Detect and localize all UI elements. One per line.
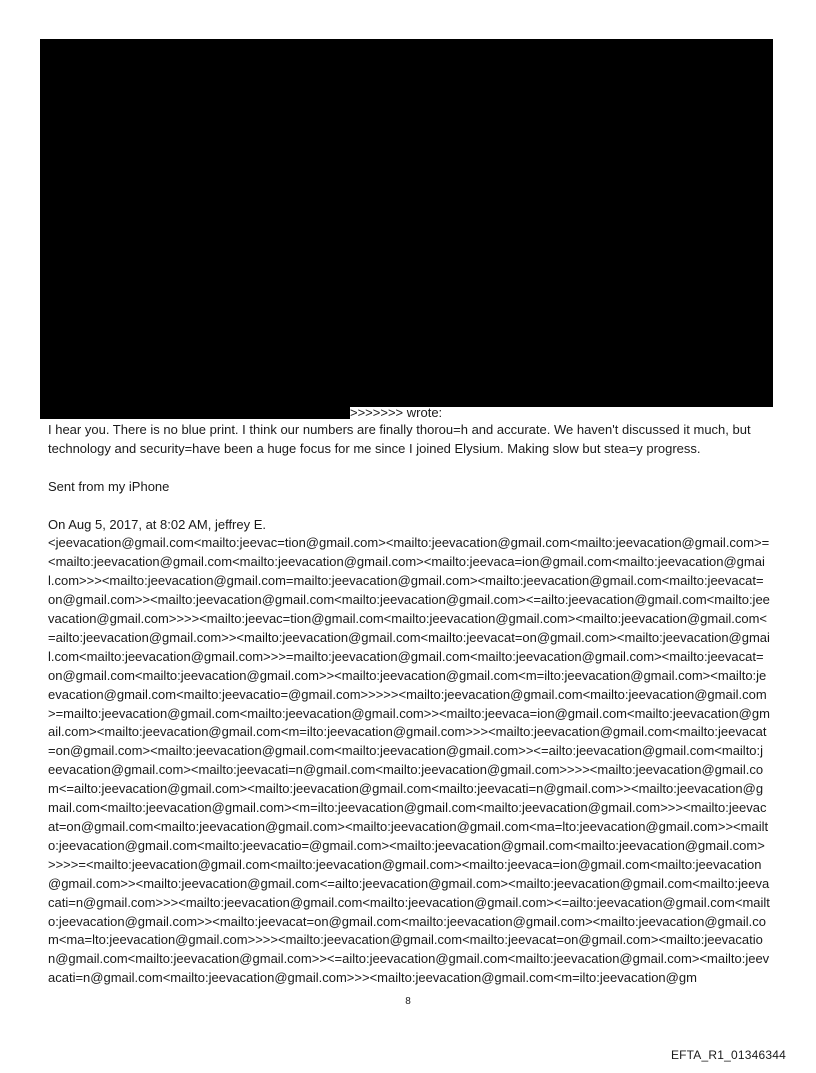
page-number: 8 — [405, 996, 411, 1007]
signature-line: Sent from my iPhone — [48, 478, 170, 494]
mailto-address-blob: <jeevacation@gmail.com<mailto:jeevac=tion@gmail.com><mailto:jeevacation@gmail.com<mailto:jeevacation@gmail.com>=<mailto:jeevacation@gmail.com<mailto:jeevacation@gmail.com><mailto:jeevaca=ion@gmail.com<mailto:jeevacation@gmail.com>>><mailto:jeevacation@gmail.com=mailto:jeevacation@gmail.com><mailto:jeevacation@gmail.com<mailto:jeevacat=on@gmail.com>><mailto:jeevacation@gmail.com<mailto:jeevacation@gmail.com><=ailto:jeevacation@gmail.com<mailto:jeevacation@gmail.com>>>><mailto:jeevac=tion@gmail.com<mailto:jeevacation@gmail.com><mailto:jeevacation@gmail.com<=ailto:jeevacation@gmail.com>><mailto:jeevacation@gmail.com<mailto:jeevacat=on@gmail.com><mailto:jeevacation@gmail.com<mailto:jeevacation@gmail.com>>>=mailto:jeevacation@gmail.com<mailto:jeevacation@gmail.com><mailto:jeevacat=on@gmail.com<mailto:jeevacation@gmail.com>><mailto:jeevacation@gmail.com<m=ilto:jeevacation@gmail.com><mailto:jeevacation@gmail.com<mailto:jeevacatio=@gmail.com>>>>><mailto:jeevacation@gmail.com<mailto:jeevacation@gmail.com>=mailto:jeevacation@gmail.com<mailto:jeevacation@gmail.com>><mailto:jeevaca=ion@gmail.com<mailto:jeevacation@gmail.com><mailto:jeevacation@gmail.com<m=ilto:jeevacation@gmail.com>>><mailto:jeevacation@gmail.com<mailto:jeevacat=on@gmail.com><mailto:jeevacation@gmail.com<mailto:jeevacation@gmail.com>><=ailto:jeevacation@gmail.com<mailto:jeevacation@gmail.com><mailto:jeevacati=n@gmail.com<mailto:jeevacation@gmail.com>>>><mailto:jeevacation@gmail.com<=ailto:jeevacation@gmail.com><mailto:jeevacation@gmail.com<mailto:jeevacati=n@gmail.com>><mailto:jeevacation@gmail.com<mailto:jeevacation@gmail.com><m=ilto:jeevacation@gmail.com<mailto:jeevacation@gmail.com>>><mailto:jeevacat=on@gmail.com<mailto:jeevacation@gmail.com><mailto:jeevacation@gmail.com<ma=lto:jeevacation@gmail.com>><mailto:jeevacation@gmail.com<mailto:jeevacatio=@gmail.com><mailto:jeevacation@gmail.com<mailto:jeevacation@gmail.com>>>>>=<mailto:jeevacation@gmail.com<mailto:jeevacation@gmail.com><mailto:jeevaca=ion@gmail.com<mailto:jeevacation@gmail.com>><mailto:jeevacation@gmail.com<=ailto:jeevacation@gmail.com><mailto:jeevacation@gmail.com<mailto:jeevacati=n@gmail.com>>><mailto:jeevacation@gmail.com<mailto:jeevacation@gmail.com><=ailto:jeevacation@gmail.com<mailto:jeevacation@gmail.com>><mailto:jeevacat=on@gmail.com<mailto:jeevacation@gmail.com><mailto:jeevacation@gmail.com<ma=lto:jeevacation@gmail.com>>>><mailto:jeevacation@gmail.com<mailto:jeevacat=on@gmail.com><mailto:jeevacation@gmail.com<mailto:jeevacation@gmail.com>><=ailto:jeevacation@gmail.com<mailto:jeevacation@gmail.com><mailto:jeevacati=n@gmail.com<mailto:jeevacation@gmail.com>>><mailto:jeevacation@gmail.com<m=ilto:jeevacation@gm — [48, 535, 770, 986]
spacer — [48, 497, 770, 516]
spacer — [48, 459, 770, 478]
redaction-block — [40, 39, 773, 407]
redaction-bar — [40, 405, 350, 419]
bates-number: EFTA_R1_01346344 — [670, 1048, 786, 1062]
quote-header: On Aug 5, 2017, at 8:02 AM, jeffrey E. — [48, 516, 267, 532]
reply-paragraph: I hear you. There is no blue print. I think our numbers are finally thorou=h and accurate. We haven't discussed it much, but technology and security=have been a huge focus for me since I joined Elysium. Making slow but stea=y progress. — [48, 422, 751, 456]
wrote-line: >>>>>>> wrote: — [350, 405, 443, 420]
email-body — [48, 421, 770, 988]
